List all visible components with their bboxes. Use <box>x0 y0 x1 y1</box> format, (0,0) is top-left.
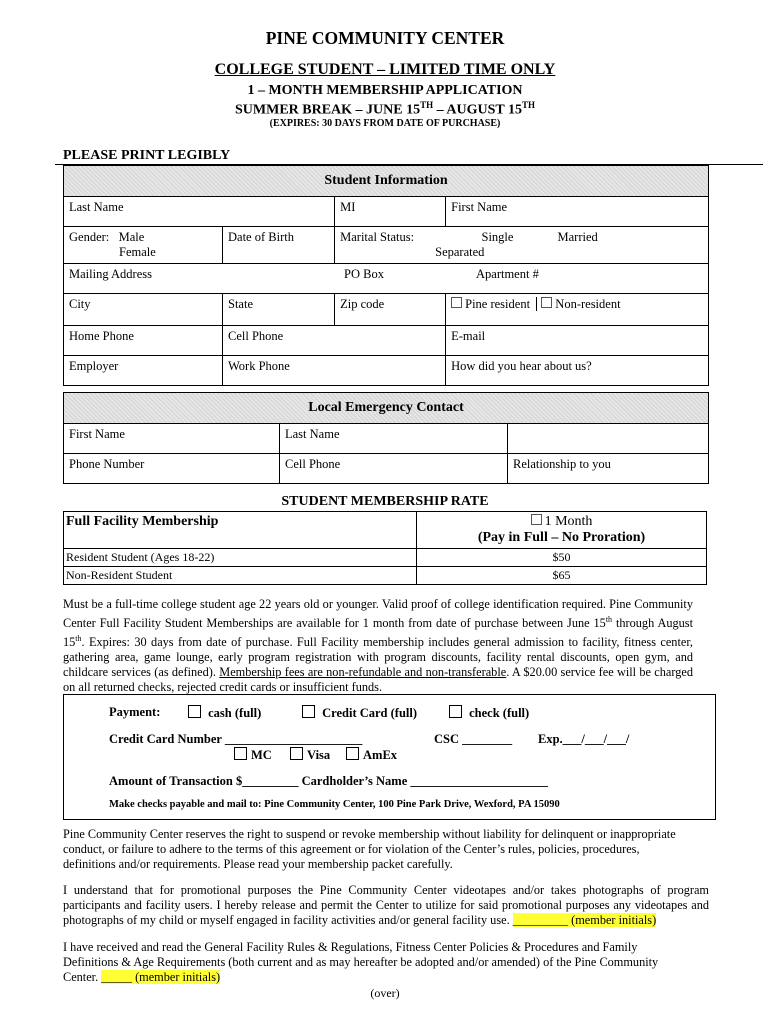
non-resident-price: $65 <box>417 567 707 585</box>
one-month-option[interactable]: 1 Month (Pay in Full – No Proration) <box>417 512 707 549</box>
emergency-first-name-field[interactable]: First Name <box>64 424 280 454</box>
csc-field[interactable]: CSC ________ <box>434 732 513 746</box>
pine-resident-checkbox[interactable]: Pine resident <box>451 297 530 311</box>
terms-paragraph: Must be a full-time college student age 22 years old or younger. Valid proof of college identification required. Pine Community Center Full Facility Student Memberships are available for 1 month from date of purchase between June 15th through August 15th. Expires: 30 days from date of purchase. Full Facility membership includes general admission to facility, fitness center, gathering area, game lounge, early program registration with program discounts, facility rental discounts, open gym, and childcare services (as defined). Membership fees are non-refundable and non-transferable. A $20.00 service fee will be charged on all returned checks, rejected credit cards or insufficient funds. <box>63 597 694 695</box>
non-resident-checkbox[interactable]: Non-resident <box>536 297 620 311</box>
marital-status-field[interactable]: Marital Status: Single Married Separated <box>335 227 709 264</box>
emergency-cell-field[interactable]: Cell Phone <box>280 454 508 484</box>
emergency-last-name-field[interactable]: Last Name <box>280 424 508 454</box>
check-checkbox[interactable]: check (full) <box>449 705 529 721</box>
resident-row: Resident Student (Ages 18-22) <box>64 549 417 567</box>
zip-field[interactable]: Zip code <box>335 294 446 326</box>
payment-label: Payment: <box>109 705 161 719</box>
credit-card-number-field[interactable]: Credit Card Number ______________________ <box>109 732 363 746</box>
non-resident-row: Non-Resident Student <box>64 567 417 585</box>
employer-field[interactable]: Employer <box>64 356 223 386</box>
city-field[interactable]: City <box>64 294 223 326</box>
payment-box <box>63 694 716 820</box>
student-info-heading: Student Information <box>64 166 709 197</box>
state-field[interactable]: State <box>223 294 335 326</box>
mail-instructions: Make checks payable and mail to: Pine Community Center, 100 Pine Park Drive, Wexford, PA 15090 <box>109 799 560 810</box>
expiration-field[interactable]: Exp.___/___/___/ <box>538 732 630 746</box>
org-title: PINE COMMUNITY CENTER <box>265 28 505 48</box>
amount-cardholder-field[interactable]: Amount of Transaction $_________ Cardholder’s Name ______________________ <box>109 774 548 788</box>
student-info-table <box>63 165 709 386</box>
amex-checkbox[interactable]: AmEx <box>346 747 397 763</box>
cell-phone-field[interactable]: Cell Phone <box>223 326 446 356</box>
work-phone-field[interactable]: Work Phone <box>223 356 446 386</box>
hear-about-field[interactable]: How did you hear about us? <box>446 356 709 386</box>
promotional-release-paragraph: I understand that for promotional purposes the Pine Community Center videotapes and/or takes photographs of program participants and facility users. I hereby release and permit the Center to utilize for said promotional purposes any videotapes and photographs of my child or myself engaged in facility activities and/or general facility use. _________ (member initials) <box>63 883 709 927</box>
residency-field <box>446 294 709 326</box>
emergency-blank-field[interactable] <box>508 424 709 454</box>
expires-note: (EXPIRES: 30 DAYS FROM DATE OF PURCHASE) <box>269 118 501 129</box>
revoke-policy-paragraph: Pine Community Center reserves the right to suspend or revoke membership without liability for delinquent or inappropriate conduct, or failure to adhere to the terms of this agreement or for violation of the Center’s rules, policies, procedures, definitions and/or requirements. Please read your membership packet carefully. <box>63 827 676 871</box>
emergency-relationship-field[interactable]: Relationship to you <box>508 454 709 484</box>
visa-checkbox[interactable]: Visa <box>290 747 330 763</box>
dob-field[interactable]: Date of Birth <box>223 227 335 264</box>
initials-field-1[interactable]: _________ (member initials) <box>512 913 657 927</box>
email-field[interactable]: E-mail <box>446 326 709 356</box>
emergency-contact-table <box>63 392 709 484</box>
mc-checkbox[interactable]: MC <box>234 747 272 763</box>
credit-card-checkbox[interactable]: Credit Card (full) <box>302 705 417 721</box>
form-subtitle: 1 – MONTH MEMBERSHIP APPLICATION <box>247 83 523 98</box>
resident-price: $50 <box>417 549 707 567</box>
mi-field[interactable]: MI <box>335 197 446 227</box>
first-name-field[interactable]: First Name <box>446 197 709 227</box>
cash-checkbox[interactable]: cash (full) <box>188 705 261 721</box>
initials-field-2[interactable]: _____ (member initials) <box>101 970 221 984</box>
mailing-address-field[interactable]: Mailing Address PO Box Apartment # <box>64 264 709 294</box>
rate-heading: STUDENT MEMBERSHIP RATE <box>281 494 489 509</box>
summer-dates: SUMMER BREAK – JUNE 15TH – AUGUST 15TH <box>235 100 535 118</box>
full-facility-label: Full Facility Membership <box>64 512 417 549</box>
rate-table <box>63 511 707 585</box>
rules-acknowledgment-paragraph: I have received and read the General Facility Rules & Regulations, Fitness Center Policies & Procedures and Family Definitions & Age Requirements (both current and as may hereafter be adopted and/or amended) of the Pine Community Center. _____ (member initials) <box>63 940 659 984</box>
form-title: COLLEGE STUDENT – LIMITED TIME ONLY <box>214 61 556 78</box>
page-over-note: (over) <box>370 986 400 1000</box>
gender-field[interactable]: Gender: Male Female <box>64 227 223 264</box>
emergency-heading: Local Emergency Contact <box>64 393 709 424</box>
home-phone-field[interactable]: Home Phone <box>64 326 223 356</box>
last-name-field[interactable]: Last Name <box>64 197 335 227</box>
emergency-phone-field[interactable]: Phone Number <box>64 454 280 484</box>
print-legibly: PLEASE PRINT LEGIBLY <box>63 148 231 163</box>
